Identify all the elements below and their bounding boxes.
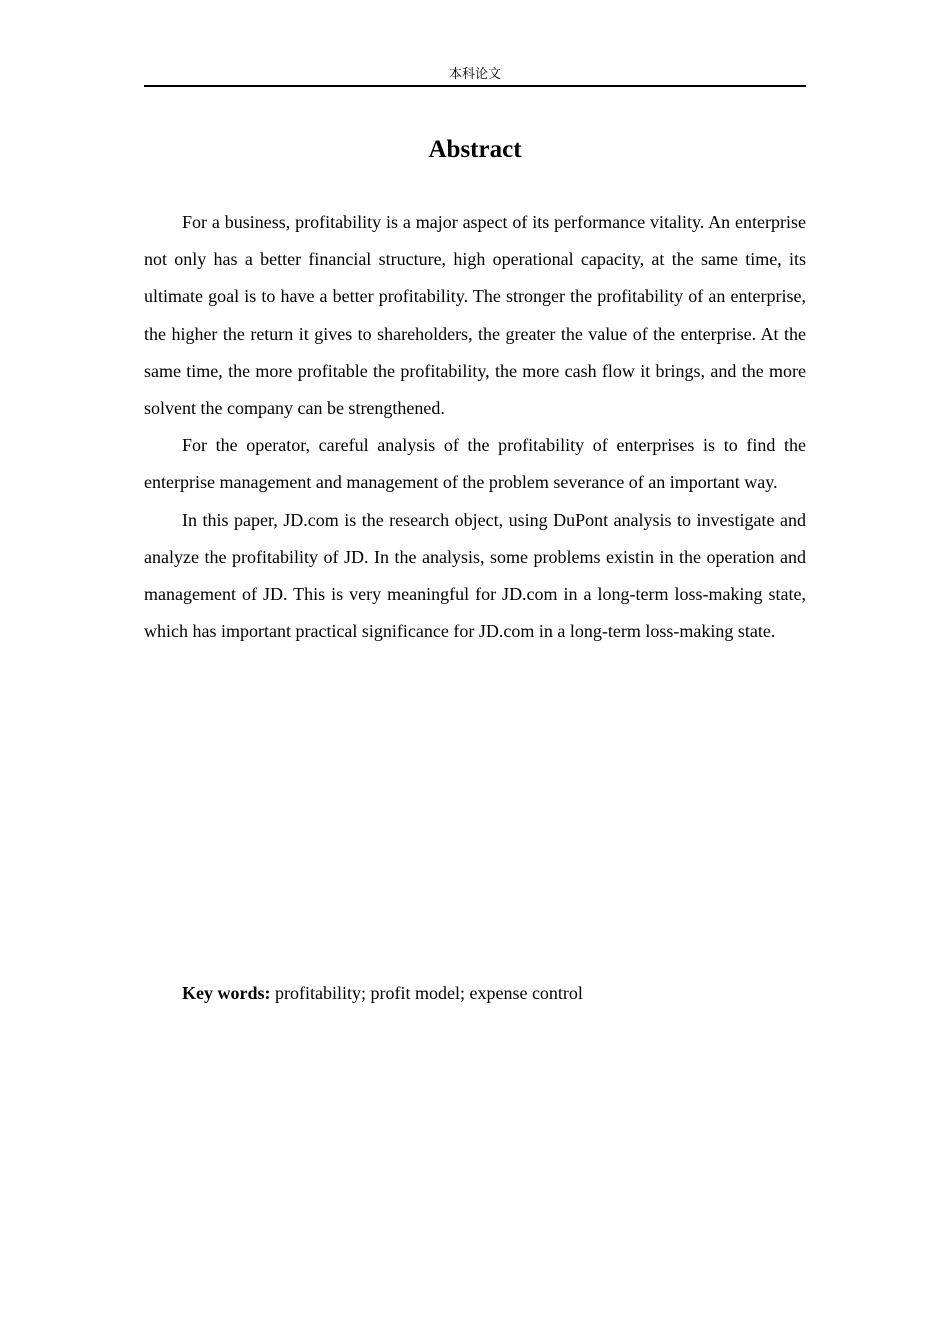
abstract-paragraph-2: For the operator, careful analysis of the profitability of enterprises is to find the enterprise management and management of the problem severance of an important way.: [144, 435, 806, 493]
running-header: 本科论文: [448, 67, 501, 82]
abstract-paragraph-1: For a business, profitability is a major aspect of its performance vitality. An enterprise not only has a better financial structure, high operational capacity, at the same time, its ultimate goal is to have a better profitability. The stronger the profitability of an enterprise, the higher the return it gives to shareholders, the greater the value of the enterprise. At the same time, the more profitable the profitability, the more cash flow it brings, and the more solvent the company can be strengthened.: [144, 212, 806, 419]
header-divider: [144, 85, 806, 87]
keywords-label: Key words:: [182, 983, 271, 1003]
keywords-line: [182, 979, 806, 1007]
abstract-body: [144, 204, 806, 650]
keywords-text: profitability; profit model; expense control: [275, 983, 583, 1003]
page-title: Abstract: [428, 136, 522, 163]
abstract-paragraph-3: In this paper, JD.com is the research object, using DuPont analysis to investigate and analyze the profitability of JD. In the analysis, some problems existin in the operation and management of JD. This is very meaningful for JD.com in a long-term loss-making state, which has important practical significance for JD.com in a long-term loss-making state.: [144, 509, 806, 642]
